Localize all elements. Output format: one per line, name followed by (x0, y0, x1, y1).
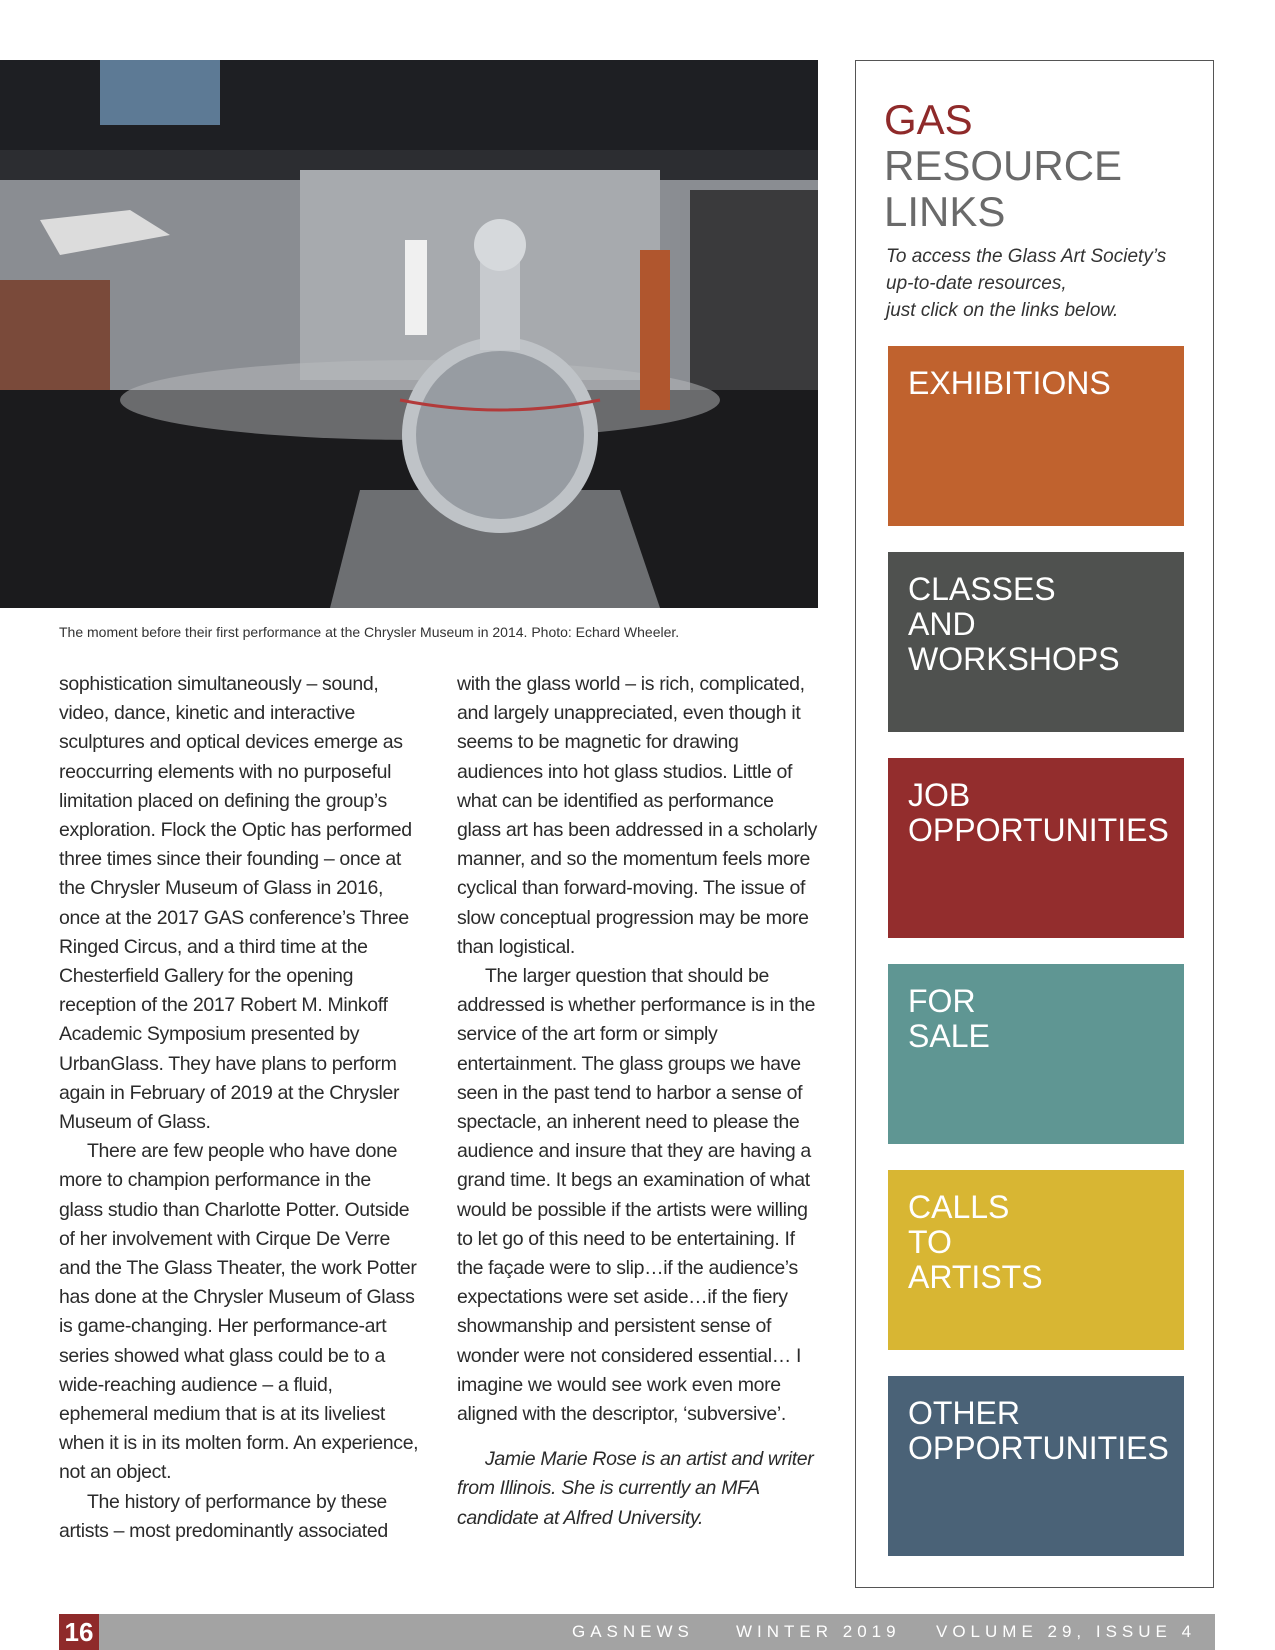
sidebar-title-line: GAS (884, 96, 973, 143)
sidebar-title-line: RESOURCE (884, 142, 1123, 189)
paragraph: There are few people who have done more to champion performance in the glass studio than Charlotte Potter. Outside of her involvement with Cirque De Verre and the The Glass Theater, the work Potter has done at the Chrysler Museum of Glass is game-changing. Her performance-art series showed what glass could be to a wide-reaching audience – a fluid, ephemeral medium that is at its liveliest when it is in its molten form. An experience, not an object. (59, 1140, 419, 1484)
link-classes-and-workshops[interactable] (888, 552, 1184, 732)
paragraph: with the glass world – is rich, complicated, and largely unappreciated, even though it seems to be magnetic for drawing audiences into hot glass studios. Little of what can be identified as performance glass art has been addressed in a scholarly manner, and so the momentum feels more cyclical than forward-moving. The issue of slow conceptual progression may be more than logistical. (457, 673, 818, 958)
tile-label-line: EXHIBITIONS (908, 365, 1111, 401)
footer-volume: VOLUME 29, ISSUE 4 (936, 1622, 1197, 1641)
tile-label-line: AND (908, 606, 976, 642)
paragraph: sophistication simultaneously – sound, video, dance, kinetic and interactive sculptures and optical devices emerge as reoccurring elements with no purposeful limitation placed on defining the group’s exploration. Flock the Optic has performed three times since their founding – once at the Chrysler Museum of Glass in 2016, once at the 2017 GAS conference’s Three Ringed Circus, and a third time at the Chesterfield Gallery for the opening reception of the 2017 Robert M. Minkoff Academic Symposium presented by UrbanGlass. They have plans to perform again in February of 2019 at the Chrysler Museum of Glass. (59, 673, 412, 1134)
article-column-1 (59, 670, 419, 1546)
author-bio: Jamie Marie Rose is an artist and writer from Illinois. She is currently an MFA candidate at Alfred University. (457, 1448, 814, 1529)
link-for-sale[interactable] (888, 964, 1184, 1144)
paragraph: The larger question that should be addressed is whether performance is in the service of the art form or simply entertainment. The glass groups we have seen in the past tend to harbor a sense of spectacle, an inherent need to please the audience and insure that they are having a grand time. It begs an examination of what would be possible if the artists were willing to let go of this need to be entertaining. If the façade were to slip…if the audience’s expectations were set aside…if the fiery showmanship and persistent sense of wonder were not considered essential… I imagine we would see work even more aligned with the descriptor, ‘subversive’. (457, 965, 816, 1426)
link-other-opportunities[interactable] (888, 1376, 1184, 1556)
tile-label-line: CALLS (908, 1189, 1010, 1225)
article-column-2 (457, 670, 817, 1533)
sidebar-intro-line: just click on the links below. (886, 300, 1119, 321)
page-number: 16 (59, 1614, 99, 1650)
sidebar-title (884, 97, 1122, 235)
sidebar-intro-line: To access the Glass Art Society’s (886, 246, 1167, 267)
sidebar-title-line: LINKS (884, 188, 1006, 235)
resource-links-sidebar (855, 60, 1214, 1588)
tile-label-line: OPPORTUNITIES (908, 1430, 1169, 1466)
tile-label-line: ARTISTS (908, 1259, 1043, 1295)
tile-label-line: SALE (908, 1018, 990, 1054)
tile-label-line: TO (908, 1224, 952, 1260)
sidebar-intro-line: up-to-date resources, (886, 273, 1067, 294)
tile-label-line: OPPORTUNITIES (908, 812, 1169, 848)
footer-issue-date: WINTER 2019 (736, 1622, 901, 1641)
tile-label-line: JOB (908, 777, 971, 813)
paragraph: The history of performance by these artists – most predominantly associated (59, 1490, 388, 1542)
tile-label-line: WORKSHOPS (908, 641, 1120, 677)
tile-label-line: CLASSES (908, 571, 1056, 607)
tile-label-line: OTHER (908, 1395, 1020, 1431)
footer-publication: GASNEWS (572, 1622, 694, 1641)
photo-caption: The moment before their first performance at the Chrysler Museum in 2014. Photo: Echard Wheeler. (59, 624, 680, 640)
link-exhibitions[interactable] (888, 346, 1184, 526)
tile-label-line: FOR (908, 983, 976, 1019)
article-photo (0, 60, 818, 608)
link-job-opportunities[interactable] (888, 758, 1184, 938)
sidebar-intro (886, 243, 1186, 324)
link-calls-to-artists[interactable] (888, 1170, 1184, 1350)
photo-illustration (0, 60, 818, 608)
